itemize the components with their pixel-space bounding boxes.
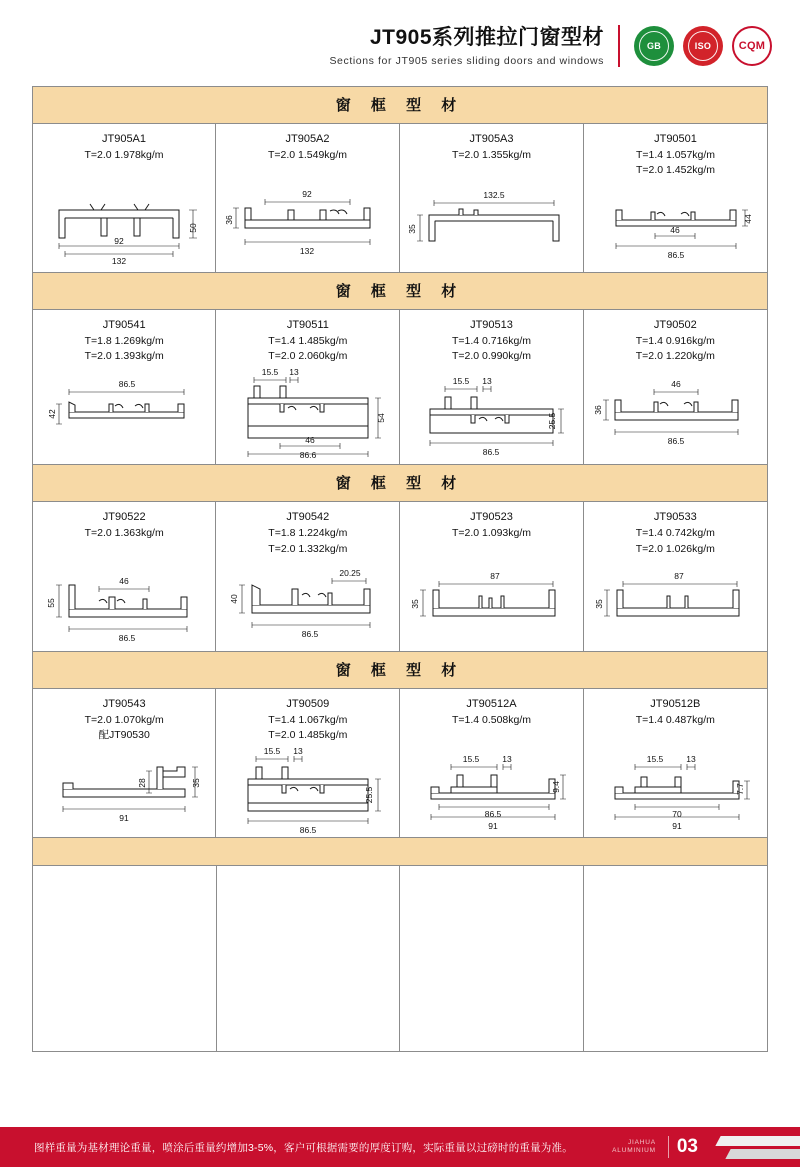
dim-value: 15.5 <box>262 367 279 378</box>
profile-spec: T=1.4 0.487kg/m <box>635 713 715 726</box>
profile-label-block <box>268 697 347 743</box>
dim-value: 35 <box>191 778 202 788</box>
profile-drawing-jt90513 <box>404 364 578 458</box>
profile-label-block <box>85 318 164 364</box>
profile-code: JT90501 <box>654 133 697 145</box>
profile-spec: T=2.0 1.549kg/m <box>267 148 348 161</box>
dim-value: 92 <box>302 189 312 199</box>
profile-drawing-jt90533 <box>588 557 763 645</box>
profile-drawing-jt90543 <box>37 743 211 831</box>
cqm-certification-logo: CQM <box>732 26 772 66</box>
brand-line-1: JIAHUA <box>627 1138 656 1146</box>
dim-value: 36 <box>224 215 234 225</box>
dim-value: 91 <box>119 813 129 824</box>
dim-value: 87 <box>674 570 685 581</box>
profile-code: JT90533 <box>653 511 697 524</box>
profile-spec: T=1.4 0.916kg/m <box>635 334 715 347</box>
footer-decoration <box>714 1127 800 1167</box>
dim-value: 35 <box>594 599 605 609</box>
dim-value: 15.5 <box>647 753 664 764</box>
profile-cell-jt905a2 <box>216 124 400 272</box>
dim-value: 7.7 <box>735 783 746 795</box>
header-title-block <box>329 25 620 67</box>
profile-spec: T=2.0 1.978kg/m <box>84 148 164 161</box>
page-number: 03 <box>668 1136 714 1158</box>
profile-drawing-jt90509 <box>220 743 395 836</box>
dim-value: 35 <box>407 224 417 234</box>
profile-label-block <box>268 510 347 556</box>
profile-cell-empty-3 <box>400 866 584 1051</box>
profile-cell-jt90513 <box>400 310 583 464</box>
brand-line-2: ALUMINIUM <box>612 1147 656 1154</box>
section-row-2 <box>33 310 767 465</box>
profile-code: JT90543 <box>102 697 146 710</box>
profile-label-block <box>452 132 531 178</box>
dim-value: 86.5 <box>668 436 685 447</box>
profile-label-block <box>636 132 715 178</box>
dim-value: 86.5 <box>302 628 319 639</box>
profile-label-block <box>85 510 164 556</box>
page-title: JT905系列推拉门窗型材 <box>369 25 604 49</box>
profile-label-block <box>636 697 715 743</box>
dim-value: 9.4 <box>551 781 562 793</box>
profile-spec: T=2.0 0.990kg/m <box>451 350 532 363</box>
profile-label-block <box>636 510 715 556</box>
profile-spec: T=2.0 1.332kg/m <box>268 542 348 555</box>
profile-drawing-jt90523 <box>404 556 578 644</box>
dim-value: 46 <box>671 379 682 390</box>
profile-drawing-jt90511 <box>220 364 395 461</box>
dim-value: 15.5 <box>463 753 480 764</box>
profile-spec: T=2.0 1.355kg/m <box>451 148 532 161</box>
profile-label-block <box>84 132 163 178</box>
profile-label-block <box>452 318 531 364</box>
iso-certification-logo: ISO <box>683 26 723 66</box>
dim-value: 46 <box>305 435 316 446</box>
profile-label-block <box>268 318 347 364</box>
profile-label-block <box>85 697 164 743</box>
dim-value: 91 <box>672 820 683 831</box>
footer-note: 图样重量为基材理论重量，喷涂后重量约增加3-5%，客户可根据需要的厚度订购，实际重量以过磅时的重量为准。 <box>34 1141 573 1154</box>
profile-cell-jt90511 <box>216 310 400 464</box>
section-band-empty <box>33 838 767 866</box>
dim-value: 87 <box>490 570 501 581</box>
profile-cell-empty-1 <box>33 866 217 1051</box>
profile-spec: T=1.4 0.742kg/m <box>635 527 715 540</box>
section-band-3: 窗 框 型 材 <box>33 465 767 502</box>
profile-drawing-jt905a3 <box>404 178 579 266</box>
profile-cell-jt90523 <box>400 502 583 650</box>
section-band-4: 窗 框 型 材 <box>33 652 767 689</box>
profile-drawing-jt90542 <box>220 557 395 645</box>
profile-label-block <box>636 318 715 364</box>
profile-cell-empty-2 <box>217 866 401 1051</box>
profile-cell-jt90522 <box>33 502 216 650</box>
profile-drawing-jt90541 <box>37 364 211 458</box>
dim-value: 13 <box>502 753 513 764</box>
profile-spec: T=2.0 2.060kg/m <box>268 350 348 363</box>
profile-code: JT90542 <box>286 511 330 524</box>
profile-spec: T=1.8 1.269kg/m <box>84 334 164 347</box>
profile-spec: 配JT90530 <box>98 728 150 741</box>
profile-cell-jt90501 <box>584 124 767 272</box>
profile-code: JT90511 <box>286 319 329 331</box>
profile-spec: T=1.4 1.485kg/m <box>268 334 348 347</box>
profile-code: JT90512B <box>650 697 701 710</box>
dim-value: 13 <box>293 746 304 757</box>
section-band-1: 窗 框 型 材 <box>33 87 767 124</box>
profile-spec: T=2.0 1.452kg/m <box>635 164 716 177</box>
dim-value: 28 <box>137 778 148 788</box>
section-row-1 <box>33 124 767 273</box>
profile-cell-jt90533 <box>584 502 767 650</box>
dim-value: 91 <box>488 820 499 831</box>
profile-spec: T=2.0 1.485kg/m <box>268 728 348 741</box>
dim-value: 86.5 <box>485 808 502 819</box>
page-subtitle: Sections for JT905 series sliding doors and windows <box>329 55 604 68</box>
profile-cell-jt905a1 <box>33 124 216 272</box>
section-row-3 <box>33 502 767 651</box>
dim-value: 86.6 <box>300 450 317 461</box>
dim-value: 70 <box>672 808 683 819</box>
dim-value: 86.5 <box>118 632 136 643</box>
dim-value: 50 <box>188 223 198 233</box>
profile-cell-jt90509 <box>216 689 400 837</box>
dim-value: 35 <box>410 598 421 609</box>
profile-drawing-jt905a2 <box>220 178 395 266</box>
profile-cell-jt90502 <box>584 310 767 464</box>
profile-drawing-jt90502 <box>588 364 763 458</box>
profile-spec: T=2.0 1.093kg/m <box>451 527 532 540</box>
profile-code: JT905A1 <box>101 133 147 145</box>
dim-value: 13 <box>482 376 493 387</box>
profile-label-block <box>452 510 531 556</box>
dim-value: 86.5 <box>300 825 317 836</box>
profile-code: JT905A2 <box>285 133 330 145</box>
dim-value: 42 <box>47 409 58 420</box>
page-header <box>0 0 800 86</box>
profile-cell-jt90512b <box>584 689 767 837</box>
profile-cell-empty-4 <box>584 866 768 1051</box>
dim-value: 15.5 <box>453 376 470 387</box>
profile-drawing-jt905a1 <box>37 178 211 266</box>
profile-cell-jt90512a <box>400 689 583 837</box>
dim-value: 132 <box>111 256 127 266</box>
profile-spec: T=2.0 1.070kg/m <box>84 713 164 726</box>
profile-label-block <box>268 132 347 178</box>
profile-code: JT90502 <box>653 319 697 331</box>
profile-cell-jt90542 <box>216 502 400 650</box>
dim-value: 86.5 <box>667 250 684 261</box>
dim-value: 54 <box>376 413 387 424</box>
dim-value: 44 <box>742 214 753 224</box>
profile-code: JT90509 <box>286 697 330 710</box>
profile-code: JT90523 <box>470 511 513 524</box>
profile-spec: T=1.4 1.057kg/m <box>635 148 716 161</box>
profile-code: JT90513 <box>470 319 513 331</box>
profile-table <box>32 86 768 1052</box>
dim-value: 132 <box>299 246 315 256</box>
profile-drawing-jt90512b <box>588 743 763 831</box>
footer-brand-block <box>612 1127 800 1167</box>
certification-logos <box>620 26 772 66</box>
section-row-empty <box>33 866 767 1051</box>
profile-cell-jt90543 <box>33 689 216 837</box>
profile-spec: T=1.4 0.716kg/m <box>451 334 532 347</box>
profile-code: JT90541 <box>102 319 146 331</box>
dim-value: 86.5 <box>483 447 500 458</box>
dim-value: 46 <box>119 575 129 586</box>
profile-spec: T=2.0 1.026kg/m <box>635 542 715 555</box>
profile-cell-jt905a3 <box>400 124 584 272</box>
dim-value: 25.5 <box>547 413 558 430</box>
page-footer <box>0 1127 800 1167</box>
profile-code: JT90512A <box>466 697 517 710</box>
gb-certification-logo: GB <box>634 26 674 66</box>
profile-code: JT90522 <box>102 511 146 524</box>
profile-drawing-jt90512a <box>404 743 578 831</box>
brand-mark <box>612 1139 662 1155</box>
profile-cell-jt90541 <box>33 310 216 464</box>
profile-spec: T=2.0 1.363kg/m <box>84 527 164 540</box>
profile-spec: T=1.8 1.224kg/m <box>268 527 348 540</box>
profile-drawing-jt90522 <box>37 556 211 644</box>
profile-spec: T=1.4 0.508kg/m <box>451 713 532 726</box>
dim-value: 36 <box>593 405 604 416</box>
profile-spec: T=2.0 1.393kg/m <box>84 350 164 363</box>
dim-value: 92 <box>114 236 124 246</box>
dim-value: 86.5 <box>118 379 136 390</box>
dim-value: 132.5 <box>483 190 505 200</box>
dim-value: 46 <box>669 225 680 236</box>
dim-value: 40 <box>229 594 240 604</box>
dim-value: 55 <box>46 597 57 608</box>
profile-spec: T=2.0 1.220kg/m <box>635 350 715 363</box>
section-band-2: 窗 框 型 材 <box>33 273 767 310</box>
profile-code: JT905A3 <box>469 133 514 145</box>
dim-value: 15.5 <box>264 746 281 757</box>
dim-value: 13 <box>686 753 697 764</box>
profile-drawing-jt90501 <box>588 178 763 266</box>
dim-value: 20.25 <box>339 567 361 578</box>
profile-label-block <box>452 697 531 743</box>
dim-value: 25.5 <box>364 786 375 804</box>
profile-spec: T=1.4 1.067kg/m <box>268 713 348 726</box>
dim-value: 13 <box>289 367 300 378</box>
section-row-4 <box>33 689 767 838</box>
